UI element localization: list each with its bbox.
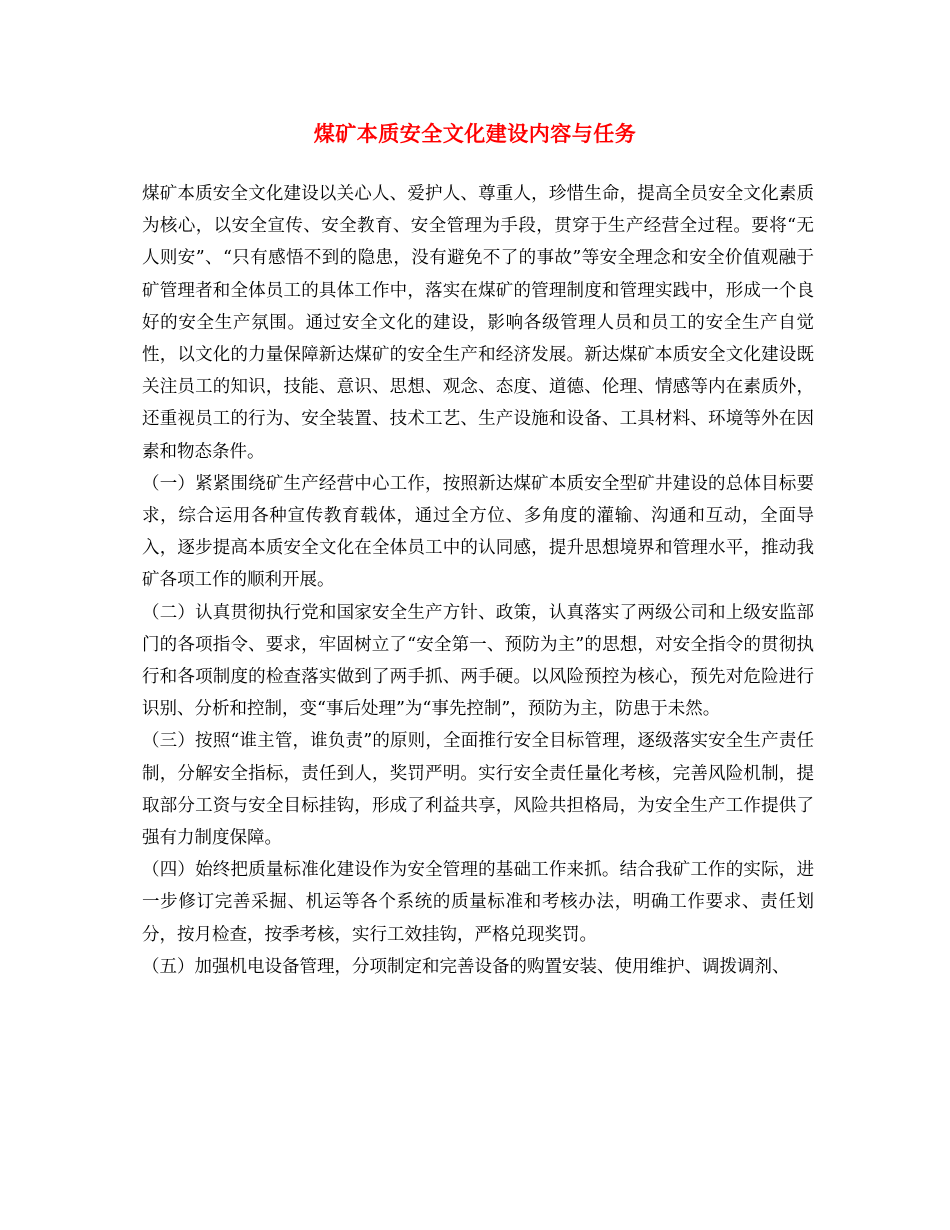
paragraph-1: （一）紧紧围绕矿生产经营中心工作，按照新达煤矿本质安全型矿井建设的总体目标要求，综合运用各种宣传教育载体，通过全方位、多角度的灌输、沟通和互动，全面导入，逐步提高本质安全文化在全体员工中的认同感，提升思想境界和管理水平，推动我矿各项工作的顺利开展。 [142,473,814,591]
paragraph-5: （五）加强机电设备管理，分项制定和完善设备的购置安装、使用维护、调拨调剂、 [142,956,790,977]
document-title: 煤矿本质安全文化建设内容与任务 [313,122,637,146]
paragraph-2: （二）认真贯彻执行党和国家安全生产方针、政策，认真落实了两级公司和上级安监部门的各项指令、要求，牢固树立了“安全第一、预防为主”的思想，对安全指令的贯彻执行和各项制度的检查落实做到了两手抓、两手硬。以风险预控为核心，预先对危险进行识别、分析和控制，变“事后处理”为“事先控制”，预防为主，防患于未然。 [142,602,814,720]
paragraph-4: （四）始终把质量标准化建设作为安全管理的基础工作来抓。结合我矿工作的实际，进一步修订完善采掘、机运等各个系统的质量标准和考核办法，明确工作要求、责任划分，按月检查，按季考核，实行工效挂钩，严格兑现奖罚。 [142,860,814,945]
paragraph-3: （三）按照“谁主管，谁负责”的原则，全面推行安全目标管理，逐级落实安全生产责任制，分解安全指标，责任到人，奖罚严明。实行安全责任量化考核，完善风险机制，提取部分工资与安全目标挂钩，形成了利益共享，风险共担格局，为安全生产工作提供了强有力制度保障。 [142,731,814,849]
document-body [142,178,814,983]
paragraph-intro: 煤矿本质安全文化建设以关心人、爱护人、尊重人，珍惜生命，提高全员安全文化素质为核心，以安全宣传、安全教育、安全管理为手段，贯穿于生产经营全过程。要将“无人则安”、“只有感悟不到的隐患，没有避免不了的事故”等安全理念和安全价值观融于矿管理者和全体员工的具体工作中，落实在煤矿的管理制度和管理实践中，形成一个良好的安全生产氛围。通过安全文化的建设，影响各级管理人员和员工的安全生产自觉性，以文化的力量保障新达煤矿的安全生产和经济发展。新达煤矿本质安全文化建设既关注员工的知识，技能、意识、思想、观念、态度、道德、伦理、情感等内在素质外，还重视员工的行为、安全装置、技术工艺、生产设施和设备、工具材料、环境等外在因素和物态条件。 [142,184,814,462]
